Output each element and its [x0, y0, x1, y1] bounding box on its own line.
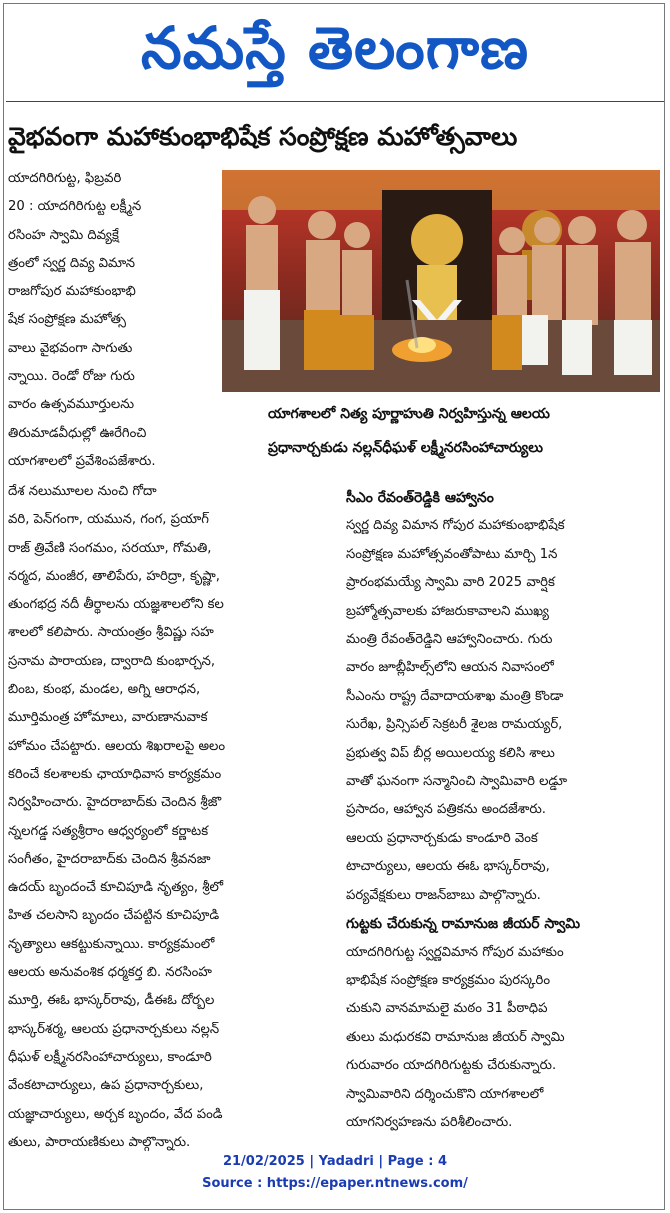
text-line: హిత చలసాని బృందం చేపట్టిన కూచిపూడి — [8, 908, 220, 924]
text-line: వేంకటాచార్యులు, ఉప ప్రధానార్చకులు, — [8, 1078, 204, 1094]
section-heading-cm-invitation: సీఎం రేవంత్‌రెడ్డికి ఆహ్వానం — [346, 490, 494, 506]
text-line: బింబ, కుంభ, మండల, అగ్ని ఆరాధన, — [8, 682, 201, 698]
text-line: సురేఖ, ప్రిన్సిపల్ సెక్రటరీ శైలజ రామయ్యర్, — [346, 717, 563, 733]
text-line: స్వర్ణ దివ్య విమాన గోపుర మహాకుంభాభిషేక — [346, 518, 565, 534]
text-line: ధీఘళ్ లక్ష్మీనరసింహాచార్యులు, కాండూరి — [8, 1049, 212, 1065]
text-line: న్నలగడ్డ సత్యశ్రీరాం ఆధ్వర్యంలో కర్ణాటక — [8, 823, 209, 839]
text-line: నృత్యాలు ఆకట్టుకున్నాయి. కార్యక్రమంలో — [8, 936, 215, 952]
text-line: సంగీతం, హైదరాబాద్‌కు చెందిన శ్రీవనజా — [8, 851, 211, 867]
text-line: యాదగిరిగుట్ట స్వర్ణవిమాన గోపుర మహాకుం — [346, 944, 564, 960]
text-line: యాగనిర్వహణను పరిశీలించారు. — [346, 1114, 513, 1130]
text-line: టాచార్యులు, ఆలయ ఈఓ భాస్కర్‌రావు, — [346, 859, 550, 875]
text-line: సీఎంను రాష్ట్ర దేవాదాయశాఖ మంత్రి కొండా — [346, 688, 564, 704]
text-line: మంత్రి రేవంత్‌రెడ్డిని ఆహ్వానించారు. గురు — [346, 632, 553, 648]
text-line: తులు, పారాయణికులు పాల్గొన్నారు. — [8, 1134, 191, 1150]
text-line: నిర్వహించారు. హైదరాబాద్‌కు చెందిన శ్రీజొ — [8, 795, 222, 811]
text-line: ప్రసాదం, ఆహ్వాన పత్రికను అందజేశారు. — [346, 802, 546, 818]
text-line: 20 : యాదగిరిగుట్ట లక్ష్మీన — [8, 199, 142, 215]
text-line: తిరుమాడవీధుల్లో ఊరేగించి — [8, 425, 147, 441]
text-line: భాస్కర్‌శర్మ, ఆలయ ప్రధానార్చకులు నల్లన్ — [8, 1021, 220, 1037]
text-line: వారం జూబ్లీహిల్స్‌లోని ఆయన నివాసంలో — [346, 660, 554, 676]
text-line: ఆలయ ప్రధానార్చకుడు కాండూరి వెంక — [346, 830, 538, 846]
text-line: యాదగిరిగుట్ట, ఫిబ్రవరి — [8, 171, 122, 186]
text-line: వరి, పెన్‌గంగా, యమున, గంగ, ప్రయాగ్ — [8, 512, 209, 528]
text-line: వారం ఉత్సవమూర్తులను — [8, 397, 135, 413]
text-line: తులు మధురకవి రామానుజ జీయర్ స్వామి — [346, 1029, 565, 1045]
text-line: యజ్ఞాచార్యులు, అర్చక బృందం, వేద పండి — [8, 1106, 223, 1122]
text-line: దేశ నలుమూలల నుంచి గోదా — [8, 484, 157, 499]
text-line: స్వామివారిని దర్శించుకొని యాగశాలలో — [346, 1086, 544, 1102]
text-line: త్రంలో స్వర్ణ దివ్య విమాన — [8, 255, 136, 271]
text-line: మూర్తి, ఈఓ భాస్కర్‌రావు, డీఈఓ దోర్బల — [8, 993, 215, 1009]
text-line: వాతో ఘనంగా సన్మానించి స్వామివారి లడ్డూ — [346, 774, 568, 790]
article-intro-column — [8, 165, 218, 476]
text-line: కరించే కలశాలకు ఛాయాధివాస కార్యక్రమం — [8, 766, 222, 782]
text-line: హోమం చేపట్టారు. ఆలయ శిఖరాలపై అలం — [8, 738, 226, 754]
text-line: పర్యవేక్షకులు రాజన్‌బాబు పాల్గొన్నారు. — [346, 887, 541, 903]
text-line: ఆలయ అనువంశిక ధర్మకర్త బి. నరసింహ — [8, 965, 212, 981]
article-sidebar-column — [346, 484, 664, 1137]
newspaper-masthead: నమస్తే తెలంగాణ — [141, 14, 529, 82]
text-line: స్రనామ పారాయణ, ద్వారాది కుంభార్చన, — [8, 653, 216, 669]
text-line: ఉదయ్ బృందంచే కూచిపూడి నృత్యం, శ్రీలో — [8, 880, 224, 896]
temple-ritual-photo — [222, 170, 660, 392]
text-line: రసింహ స్వామి దివ్యక్షే — [8, 227, 119, 243]
text-line: యాగశాలలో ప్రవేశింపజేశారు. — [8, 453, 156, 469]
text-line: చుకుని వానమామలై మఠం 31 పీఠాధిప — [346, 1001, 548, 1017]
text-line: రాజ్ త్రివేణి సంగమం, సరయూ, గోమతి, — [8, 540, 212, 556]
text-line: శాలలో కలిపారు. సాయంత్రం శ్రీవిష్ణు సహ — [8, 625, 214, 641]
text-line: నర్మద, మంజీర, తాలిపేరు, హరిద్రా, కృష్ణా, — [8, 568, 220, 584]
text-line: తుంగభద్ర నదీ తీర్థాలను యజ్ఞశాలలోని కల — [8, 597, 224, 613]
text-line: భాభిషేక సంప్రోక్షణ కార్యక్రమం పురస్కరిం — [346, 972, 551, 988]
caption-line: ప్రధానార్చకుడు నల్లన్‌ధీఘళ్ లక్ష్మీనరసింహాచార్యులు — [268, 440, 543, 456]
footer-date-edition: 21/02/2025 | Yadadri | Page : 4 — [222, 1154, 448, 1169]
text-line: బ్రహ్మోత్సవాలకు హాజరుకావాలని ముఖ్య — [346, 603, 549, 619]
masthead-divider — [6, 101, 664, 102]
photo-caption — [268, 397, 644, 467]
article-headline: వైభవంగా మహాకుంభాభిషేక సంప్రోక్షణ మహోత్సవాలు — [8, 122, 518, 151]
text-line: షేక సంప్రోక్షణ మహోత్స — [8, 312, 126, 328]
text-line: గురువారం యాదగిరిగుట్టకు చేరుకున్నారు. — [346, 1058, 557, 1074]
article-main-column — [8, 478, 336, 1157]
text-line: రాజగోపుర మహాకుంభాభి — [8, 284, 136, 300]
text-line: మూర్తిమంత్ర హోమాలు, వారుణానువాక — [8, 710, 208, 726]
caption-line: యాగశాలలో నిత్య పూర్ణాహుతి నిర్వహిస్తున్న ఆలయ — [268, 406, 550, 422]
text-line: ప్రారంభమయ్యే స్వామి వారి 2025 వార్షిక — [346, 575, 555, 591]
text-line: న్నాయి. రెండో రోజు గురు — [8, 369, 135, 385]
footer-source-link[interactable]: Source : https://epaper.ntnews.com/ — [202, 1176, 468, 1191]
text-line: వాలు వైభవంగా సాగుతు — [8, 340, 133, 356]
page-footer — [0, 1151, 670, 1195]
text-line: సంప్రోక్షణ మహోత్సవంతోపాటు మార్చి 1న — [346, 546, 558, 562]
text-line: ప్రభుత్వ విప్ బీర్ల అయిలయ్య కలిసి శాలు — [346, 745, 555, 761]
section-heading-jeeyar-arrival: గుట్టకు చేరుకున్న రామానుజ జీయర్ స్వామి — [346, 916, 581, 933]
